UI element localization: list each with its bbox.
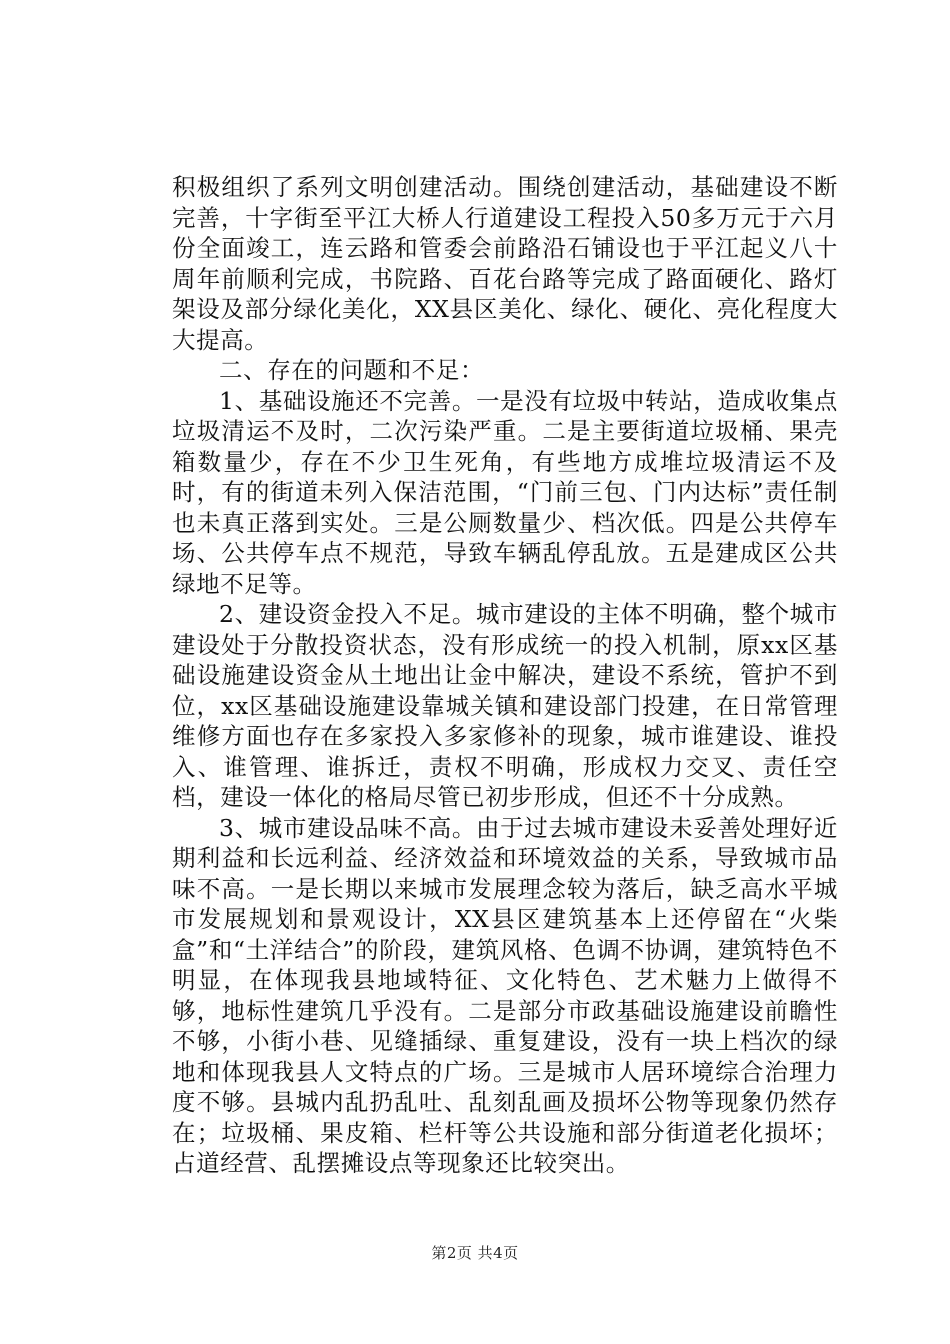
section-heading-problems: 二、存在的问题和不足： — [219, 356, 485, 384]
page-footer: 第2页 共4页 — [431, 1244, 519, 1262]
paragraph-funding: 2、建设资金投入不足。城市建设的主体不明确，整个城市建设处于分散投资状态，没有形成统一的投入机制，原xx区基础设施建设资金从土地出让金中解决，建设不系统，管护不到位，xx区基础设施建设靠城关镇和建设部门投建，在日常管理维修方面也存在多家投入多家修补的现象，城市谁建设、谁投入、谁管理、谁拆迁，责权不明确，形成权力交叉、责任空档，建设一体化的格局尽管已初步形成，但还不十分成熟。 — [172, 600, 838, 811]
document-body — [172, 172, 838, 1179]
paragraph-city-quality: 3、城市建设品味不高。由于过去城市建设未妥善处理好近期利益和长远利益、经济效益和环境效益的关系，导致城市品味不高。一是长期以来城市发展理念较为落后，缺乏高水平城市发展规划和景观设计，XX县区建筑基本上还停留在“火柴盒”和“土洋结合”的阶段，建筑风格、色调不协调，建筑特色不明显，在体现我县地域特征、文化特色、艺术魅力上做得不够，地标性建筑几乎没有。二是部分市政基础设施建设前瞻性不够，小街小巷、见缝插绿、重复建设，没有一块上档次的绿地和体现我县人文特点的广场。三是城市人居环境综合治理力度不够。县城内乱扔乱吐、乱刻乱画及损坏公物等现象仍然存在；垃圾桶、果皮箱、栏杆等公共设施和部分街道老化损坏；占道经营、乱摆摊设点等现象还比较突出。 — [172, 813, 838, 1177]
paragraph-infrastructure: 1、基础设施还不完善。一是没有垃圾中转站，造成收集点垃圾清运不及时，二次污染严重。二是主要街道垃圾桶、果壳箱数量少，存在不少卫生死角，有些地方成堆垃圾清运不及时，有的街道未列入保洁范围，“门前三包、门内达标”责任制也未真正落到实处。三是公厕数量少、档次低。四是公共停车场、公共停车点不规范，导致车辆乱停乱放。五是建成区公共绿地不足等。 — [172, 386, 838, 598]
paragraph-continuation: 积极组织了系列文明创建活动。围绕创建活动，基础建设不断完善，十字街至平江大桥人行道建设工程投入50多万元于六月份全面竣工，连云路和管委会前路沿石铺设也于平江起义八十周年前顺利完成，书院路、百花台路等完成了路面硬化、路灯架设及部分绿化美化，XX县区美化、绿化、硬化、亮化程度大大提高。 — [172, 173, 838, 354]
